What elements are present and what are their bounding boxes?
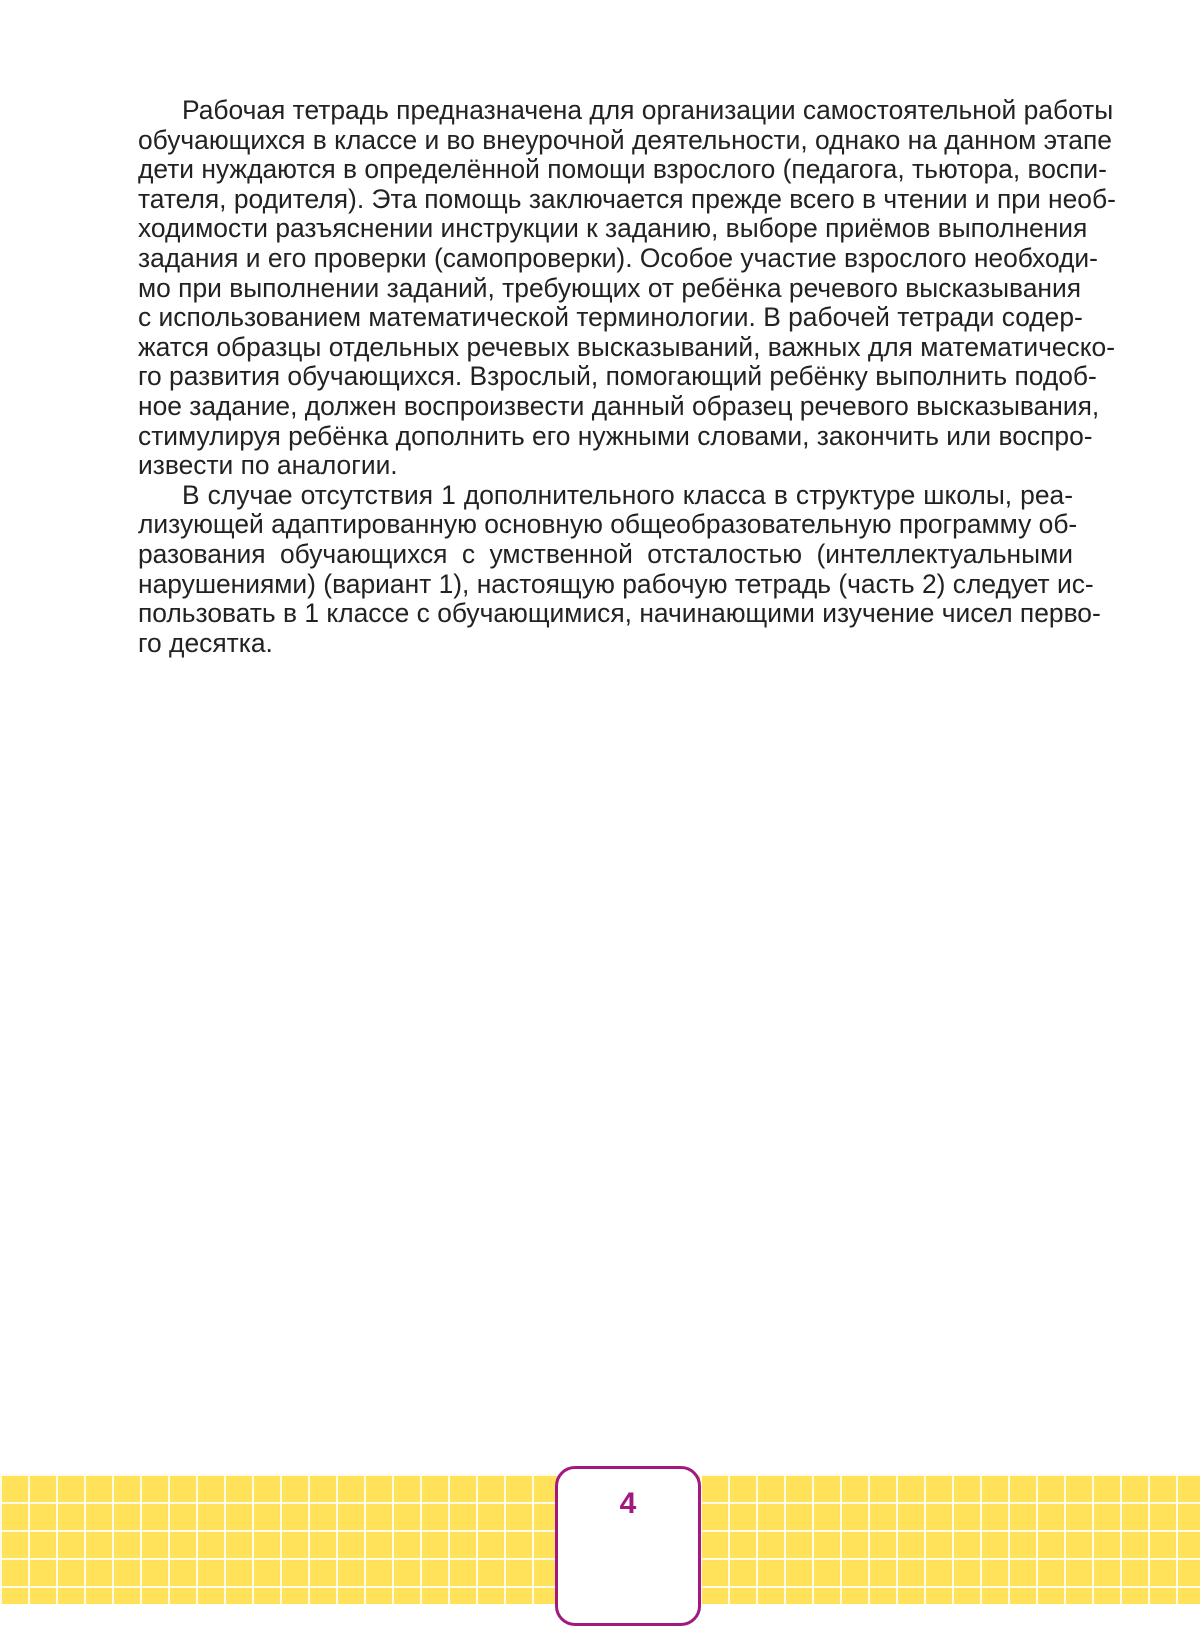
text-line: извести по аналогии. xyxy=(138,450,398,481)
text-line: с использованием математической терминологии. В рабочей тетради содер- xyxy=(138,302,1083,333)
text-line: задания и его проверки (самопроверки). Особое участие взрослого необходи- xyxy=(138,242,1098,273)
text-line: пользовать в 1 классе с обучающимися, начинающими изучение чисел перво- xyxy=(138,598,1101,629)
page-number-tab xyxy=(555,1466,701,1626)
text-line: разования обучающихся с умственной отсталостью (интеллектуальными xyxy=(138,538,1073,569)
text-line: стимулируя ребёнка дополнить его нужными словами, закончить или воспро- xyxy=(138,420,1093,451)
text-line: го десятка. xyxy=(138,627,273,658)
paragraph-intro xyxy=(138,95,1116,481)
text-line: мо при выполнении заданий, требующих от ребёнка речевого высказывания xyxy=(138,272,1082,303)
text-line: В случае отсутствия 1 дополнительного класса в структуре школы, реа- xyxy=(182,479,1073,510)
text-line: тателя, родителя). Эта помощь заключается прежде всего в чтении и при необ- xyxy=(138,183,1116,214)
text-line: ходимости разъяснении инструкции к заданию, выборе приёмов выполнения xyxy=(138,213,1088,244)
text-line: Рабочая тетрадь предназначена для организации самостоятельной работы xyxy=(182,95,1114,125)
page-number: 4 xyxy=(619,1487,637,1520)
body-text xyxy=(138,95,1116,658)
text-line: дети нуждаются в определённой помощи взрослого (педагога, тьютора, воспи- xyxy=(138,154,1107,185)
text-line: обучающихся в классе и во внеурочной деятельности, однако на данном этапе xyxy=(138,124,1112,155)
paragraph-usage-note xyxy=(138,479,1101,659)
text-line: жатся образцы отдельных речевых высказываний, важных для математическо- xyxy=(138,331,1116,362)
text-line: ное задание, должен воспроизвести данный образец речевого высказывания, xyxy=(138,390,1100,421)
text-line: го развития обучающихся. Взрослый, помогающий ребёнку выполнить подоб- xyxy=(138,361,1097,392)
text-line: лизующей адаптированную основную общеобразовательную программу об- xyxy=(138,509,1078,540)
text-line: нарушениями) (вариант 1), настоящую рабочую тетрадь (часть 2) следует ис- xyxy=(138,568,1094,599)
